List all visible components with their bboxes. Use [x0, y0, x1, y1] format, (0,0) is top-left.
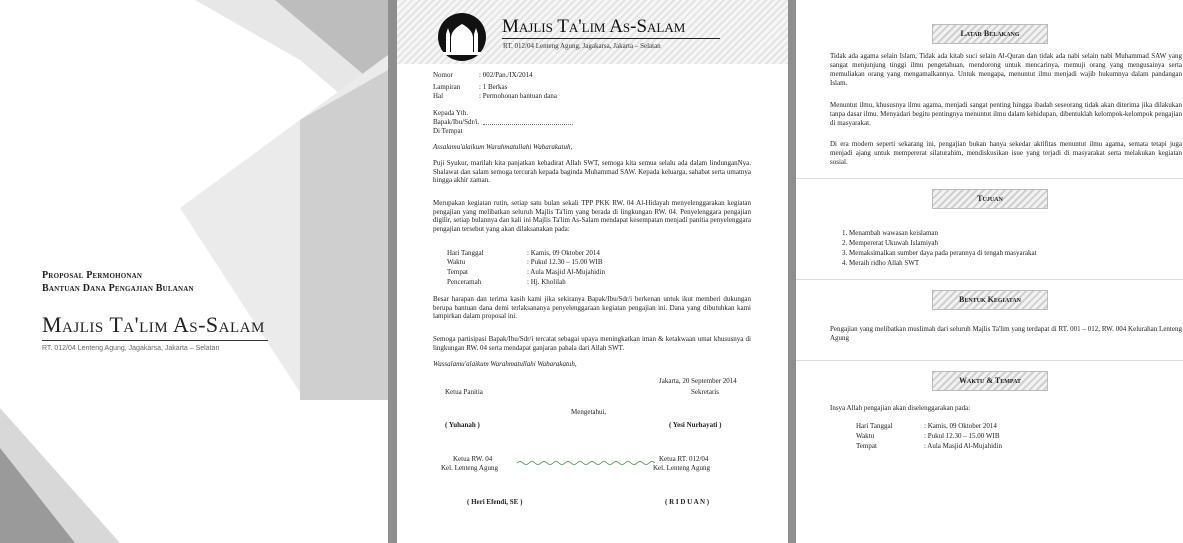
detail-value-tempat: : Aula Masjid Al-Mujahidin: [527, 268, 605, 276]
sekretaris-label: Sekretaris: [691, 388, 719, 396]
lampiran-value: : 1 Berkas: [479, 83, 508, 91]
paragraph-1: Puji Syukur, marilah kita panjatkan kehadirat Allah SWT, semoga kita semua selalu ada dalam lindunganNya. Shalawat dan salam semoga tercurah kepada baginda Muhammad SAW. Kepada keluarga, sahabat serta umatnya hingga akhir zaman.: [433, 159, 751, 185]
cover-title-rule: [42, 340, 268, 341]
section-divider: [796, 178, 1183, 179]
section-latar-heading: Latar Belakang: [932, 24, 1048, 44]
signatory-name-2: ( Yesi Nurhayati ): [669, 421, 722, 429]
cover-subtitle-1: Proposal Permohonan: [42, 270, 143, 281]
waktu-label-waktu: Waktu: [856, 432, 875, 440]
letter-date: Jakarta, 20 September 2014: [659, 377, 737, 385]
detail-label-penceramah: Penceramah: [447, 278, 482, 286]
paragraph-3: Besar harapan dan terima kasih kami jika sekiranya Bapak/Ibu/Sdr/i berkenan untuk ikut memberi dukungan berupa bantuan dana demi terlaksananya penyelenggaraan kegiatan pengajian ini. Dana yang dibutuhkan kami lampirkan dalam proposal ini.: [433, 295, 751, 321]
waktu-value-waktu: : Pukul 12.30 – 15.00 WIB: [924, 432, 1000, 440]
greeting: Assalamu'alaikum Warahmatullahi Wabarakatuh,: [433, 143, 573, 151]
hal-value: : Permohonan bantuan dana: [479, 92, 557, 100]
bentuk-paragraph: Pengajian yang melibatkan muslimah dari seluruh Majlis Ta'lim yang terdapat di RT. 001 – 012, RW. 004 Kelurahan Lenteng Agung: [830, 325, 1182, 342]
mengetahui-label: Mengetahui,: [571, 408, 607, 416]
rw-label-1: Ketua RW. 04: [453, 455, 493, 463]
recipient-line-1: Kepada Yth.: [433, 109, 469, 117]
detail-label-waktu: Waktu: [447, 258, 466, 266]
rt-label-1: Ketua RT. 012/04: [659, 455, 709, 463]
cover-title: Majlis Ta'lim As-Salam: [42, 312, 265, 337]
section-divider: [796, 279, 1183, 280]
hal-label: Hal: [433, 92, 444, 100]
closing: Wassalamu'alaikum Warahmatullahi Wabarakatuh,: [433, 360, 577, 368]
paragraph-2: Merupakan kegiatan rutin, setiap satu bulan sekali TPP PKK RW. 04 Al-Hidayah menyelenggarakan kegiatan pengajian yang melibatkan seluruh Majlis Ta'lim yang berada di lingkungan RW. 04. Penyelenggara pengajian digilir, setiap bulannya dan kali ini Majlis Ta'lim As-Salam mendapat kesempatan menjadi panitia penyelenggara pengajian tersebut yang akan dilaksanakan pada:: [433, 199, 751, 233]
detail-value-penceramah: : Hj. Kholilah: [527, 278, 566, 286]
tujuan-item-2: 2. Mempererat Ukuwah Islamiyah: [842, 239, 939, 247]
waktu-value-hari: : Kamis, 09 Oktober 2014: [924, 422, 997, 430]
detail-value-hari: : Kamis, 09 Oktober 2014: [527, 249, 600, 257]
waktu-label-tempat: Tempat: [856, 442, 877, 450]
content-page: [796, 0, 1183, 543]
cover-page: [0, 0, 388, 543]
section-waktu-heading: Waktu & Tempat: [932, 371, 1048, 391]
tujuan-item-3: 3. Memaksimalkan sumber daya pada perannya di tengah masyarakat: [842, 249, 1037, 257]
paragraph-4: Semoga partisipasi Bapak/Ibu/Sdr/i tercatat sebagai upaya meningkatkan iman & ketakwaan umat khususnya di lingkungan RW. 04 serta mendapat ganjaran pahala dari Allah SWT.: [433, 335, 751, 352]
signatory-name-3: ( Heri Efendi, SE ): [467, 498, 523, 506]
recipient-line-3: Di Tempat: [433, 127, 463, 135]
mosque-logo-icon: [437, 12, 487, 62]
latar-paragraph-1: Tidak ada agama selain Islam, Tidak ada kitab suci selain Al-Quran dan tidak ada nabi selain nabi Muhammad SAW yang sangat menjunjung tinggi ilmu pengetahuan, mendorong untuk mencarinya, memuji orang yang mengusainya serta memuliakan orang yang mengamalkannya. Untuk mengapa, menuntut ilmu menjadi wajib hukumnya dalam pandangan Islam.: [830, 52, 1182, 87]
letter-org-address: RT. 012/04 Lenteng Agung, Jagakarsa, Jakarta – Selatan: [503, 42, 661, 50]
detail-value-waktu: : Pukul 12.30 – 15.00 WIB: [527, 258, 603, 266]
recipient-line-2: Bapak/Ibu/Sdr/i.: [433, 118, 480, 126]
letter-org-title: Majlis Ta'lim As-Salam: [502, 16, 686, 37]
signatory-name-4: ( R I D U A N ): [665, 498, 710, 506]
ketua-panitia-label: Ketua Panitia: [445, 388, 483, 396]
recipient-dotted-line: [483, 124, 573, 125]
cover-subtitle-2: Bantuan Dana Pengajian Bulanan: [42, 283, 194, 294]
tujuan-item-1: 1. Menambah wawasan keislaman: [842, 229, 939, 237]
nomor-label: Nomor: [433, 71, 453, 79]
detail-label-tempat: Tempat: [447, 268, 468, 276]
rw-label-2: Kel. Lenteng Agung: [441, 464, 498, 472]
cover-address: RT. 012/04 Lenteng Agung, Jagakarsa, Jakarta – Selatan: [42, 345, 220, 352]
section-divider: [796, 360, 1183, 361]
tujuan-item-4: 4. Meraih ridho Allah SWT: [842, 259, 920, 267]
section-tujuan-heading: Tujuan: [932, 189, 1048, 209]
nomor-value: : 002/Pan./IX/2014: [479, 71, 533, 79]
letter-page: [397, 0, 788, 543]
letter-title-rule: [502, 38, 720, 39]
section-bentuk-heading: Bentuk Kegiatan: [932, 290, 1048, 310]
lampiran-label: Lampiran: [433, 83, 461, 91]
rt-label-2: Kel. Lenteng Agung: [653, 464, 710, 472]
waktu-label-hari: Hari Tanggal: [856, 422, 893, 430]
waktu-intro: Insya Allah pengajian akan diselenggarakan pada:: [830, 404, 971, 412]
latar-paragraph-2: Menuntut ilmu, khususnya ilmu agama, menjadi sangat penting hingga ibadah seseorang tidak akan diterima jika dilakukan tanpa dasar ilmu. Menyadari begitu pentingnya menuntut ilmu dalam kehidupan, dibentuklah kelompok-kelompok pengajian di masyarakat.: [830, 101, 1182, 127]
detail-label-hari: Hari Tanggal: [447, 249, 484, 257]
wavy-mark: [517, 460, 657, 466]
latar-paragraph-3: Di era modern seperti sekarang ini, pengajian bukan hanya sekedar aktifitas menuntut ilmu agama, semata tetapi juga menjadi ajang untuk mempererat silaturahim, mendiskusikan isue yang terjadi di masyarakat serta melakukan kegiatan sosial.: [830, 140, 1182, 166]
waktu-value-tempat: : Aula Masjid Al-Mujahidin: [924, 442, 1002, 450]
signatory-name-1: ( Yuhanah ): [445, 421, 480, 429]
